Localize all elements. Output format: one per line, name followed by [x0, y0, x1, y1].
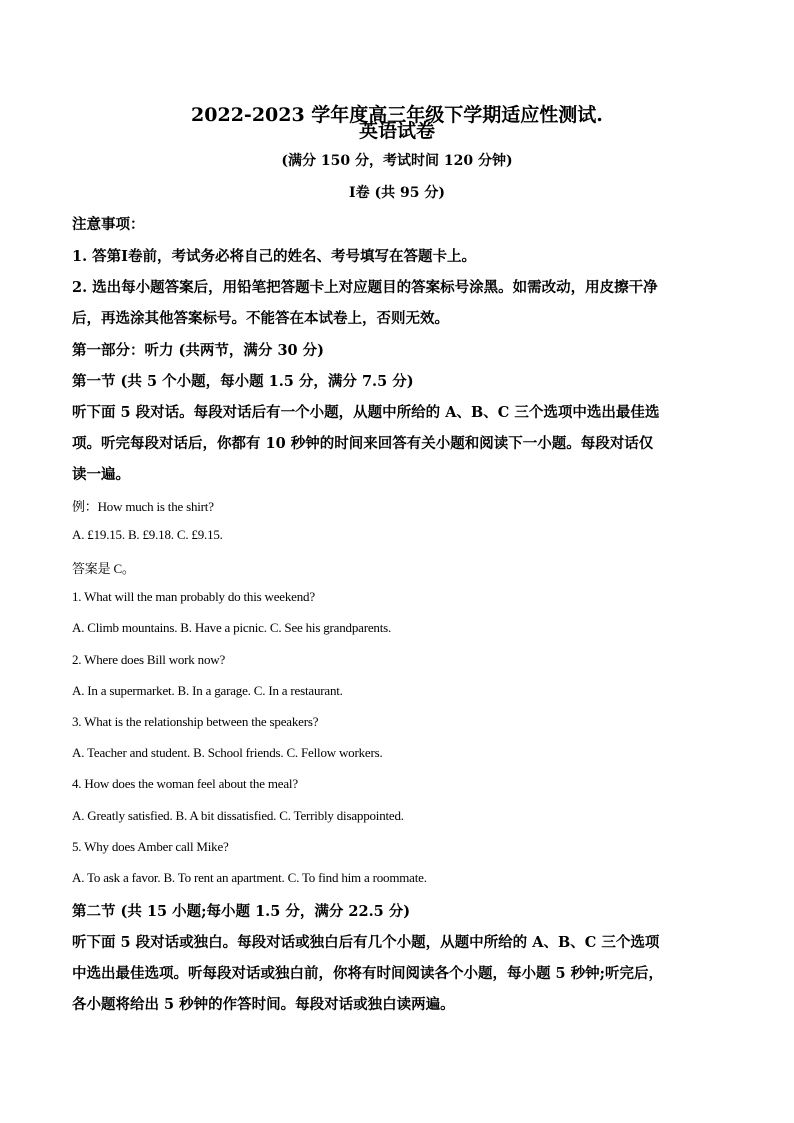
- question-5-options: A. To ask a favor. B. To rent an apartment. C. To find him a roommate.: [72, 870, 427, 885]
- example-answer: 答案是 C。: [72, 561, 135, 576]
- notes-heading: 注意事项：: [72, 216, 145, 233]
- question-4-options: A. Greatly satisfied. B. A bit dissatisfied. C. Terribly disappointed.: [72, 808, 404, 823]
- part1-instructions-line-1: 听下面 5 段对话。每段对话后有一个小题，从题中所给的 A、B、C 三个选项中选出最佳选: [72, 404, 660, 421]
- note-item-2-line-1: 2. 选出每小题答案后，用铅笔把答题卡上对应题目的答案标号涂黑。如需改动，用皮擦干净: [72, 279, 658, 296]
- question-3: 3. What is the relationship between the speakers?: [72, 714, 319, 729]
- question-2-options: A. In a supermarket. B. In a garage. C. In a restaurant.: [72, 683, 343, 698]
- part2-instructions-line-2: 中选出最佳选项。听每段对话或独白前，你将有时间阅读各个小题，每小题 5 秒钟;听完后，: [72, 965, 664, 982]
- example-question: 例：How much is the shirt?: [72, 499, 214, 514]
- note-item-2-line-2: 后，再选涂其他答案标号。不能答在本试卷上，否则无效。: [72, 310, 449, 327]
- subject-title: 英语试卷: [358, 120, 435, 142]
- part2-heading: 第二节 (共 15 小题;每小题 1.5 分，满分 22.5 分): [72, 903, 411, 920]
- part1-heading: 第一节 (共 5 个小题，每小题 1.5 分，满分 7.5 分): [72, 373, 414, 390]
- question-3-options: A. Teacher and student. B. School friends. C. Fellow workers.: [72, 745, 383, 760]
- listening-section-heading: 第一部分：听力 (共两节，满分 30 分): [72, 342, 325, 359]
- part2-instructions-line-1: 听下面 5 段对话或独白。每段对话或独白后有几个小题，从题中所给的 A、B、C 三个选项: [72, 934, 660, 951]
- part1-instructions-line-3: 读一遍。: [72, 466, 130, 483]
- question-4: 4. How does the woman feel about the meal?: [72, 776, 298, 791]
- question-1-options: A. Climb mountains. B. Have a picnic. C. See his grandparents.: [72, 620, 392, 635]
- exam-title: 2022-2023 学年度高三年级下学期适应性测试.: [191, 104, 603, 126]
- example-options: A. £19.15. B. £9.18. C. £9.15.: [72, 527, 223, 542]
- question-2: 2. Where does Bill work now?: [72, 652, 226, 667]
- part-one-heading: Ⅰ卷 (共 95 分): [349, 185, 445, 201]
- score-time-info: (满分 150 分，考试时间 120 分钟): [281, 153, 513, 169]
- part1-instructions-line-2: 项。听完每段对话后，你都有 10 秒钟的时间来回答有关小题和阅读下一小题。每段对话仅: [72, 435, 654, 452]
- question-5: 5. Why does Amber call Mike?: [72, 839, 229, 854]
- question-1: 1. What will the man probably do this weekend?: [72, 589, 315, 604]
- part2-instructions-line-3: 各小题将给出 5 秒钟的作答时间。每段对话或独白读两遍。: [72, 996, 455, 1013]
- note-item-1: 1. 答第Ⅰ卷前，考试务必将自己的姓名、考号填写在答题卡上。: [72, 248, 476, 265]
